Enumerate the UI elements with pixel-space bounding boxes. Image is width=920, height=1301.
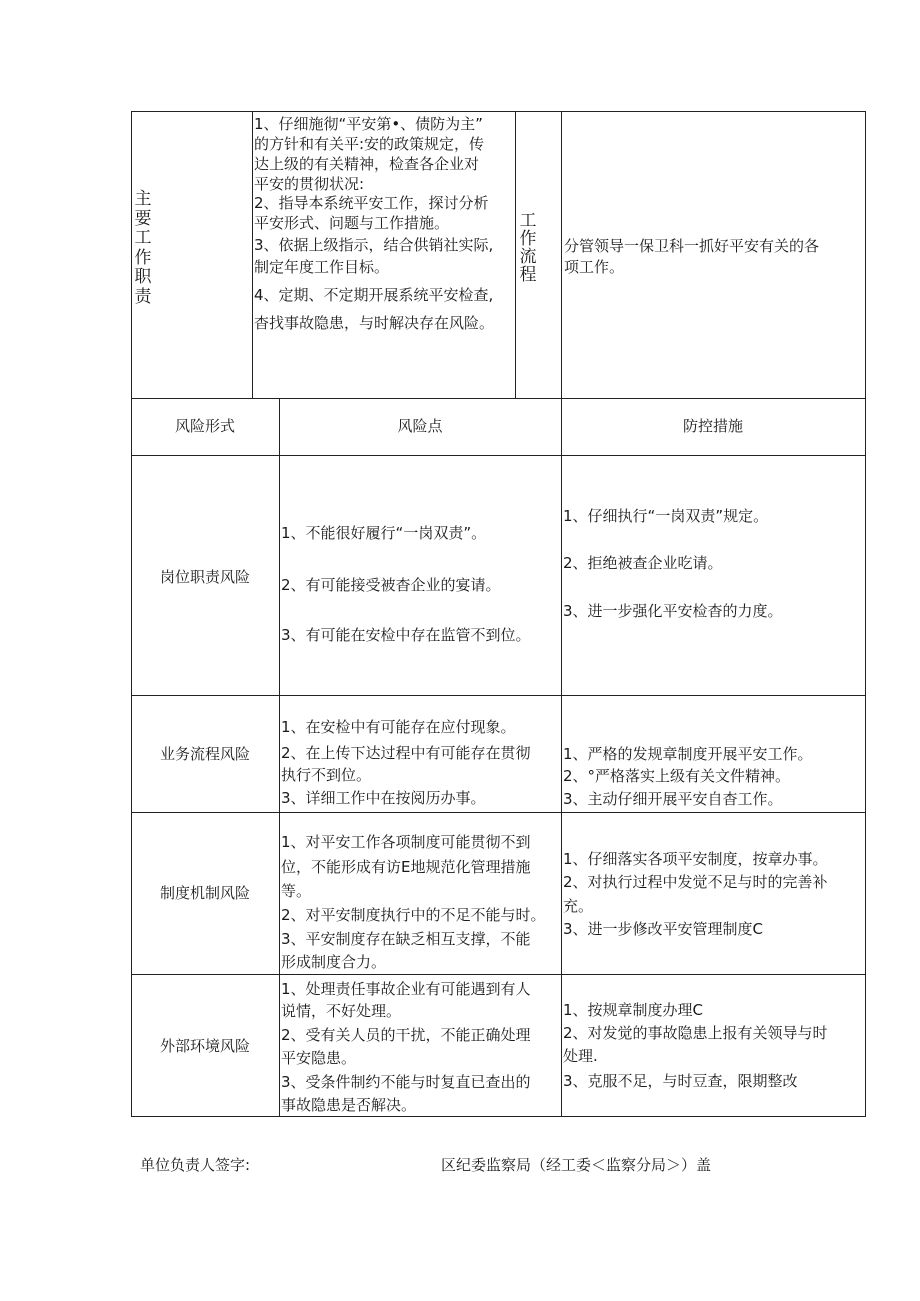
risk-form-cell: 外部环境风险 [159,1037,250,1055]
signature-label: 单位负责人签字: [140,1156,251,1174]
risk-form-cell: 制度机制风险 [159,884,250,902]
header-risk-form: 风险形式 [174,417,235,435]
main-duties-label: 主 要 工 作 职 责 [134,189,152,307]
header-control-measure: 防控措施 [682,417,743,435]
work-flow-label: 工 作 流 程 [519,211,537,285]
risk-form-cell: 岗位职责风险 [159,568,250,586]
header-risk-point: 风险点 [397,417,443,435]
stamp-label: 区纪委监察局（经工委＜监察分局＞）盖 [441,1156,712,1174]
risk-form-cell: 业务流程风险 [159,745,250,763]
